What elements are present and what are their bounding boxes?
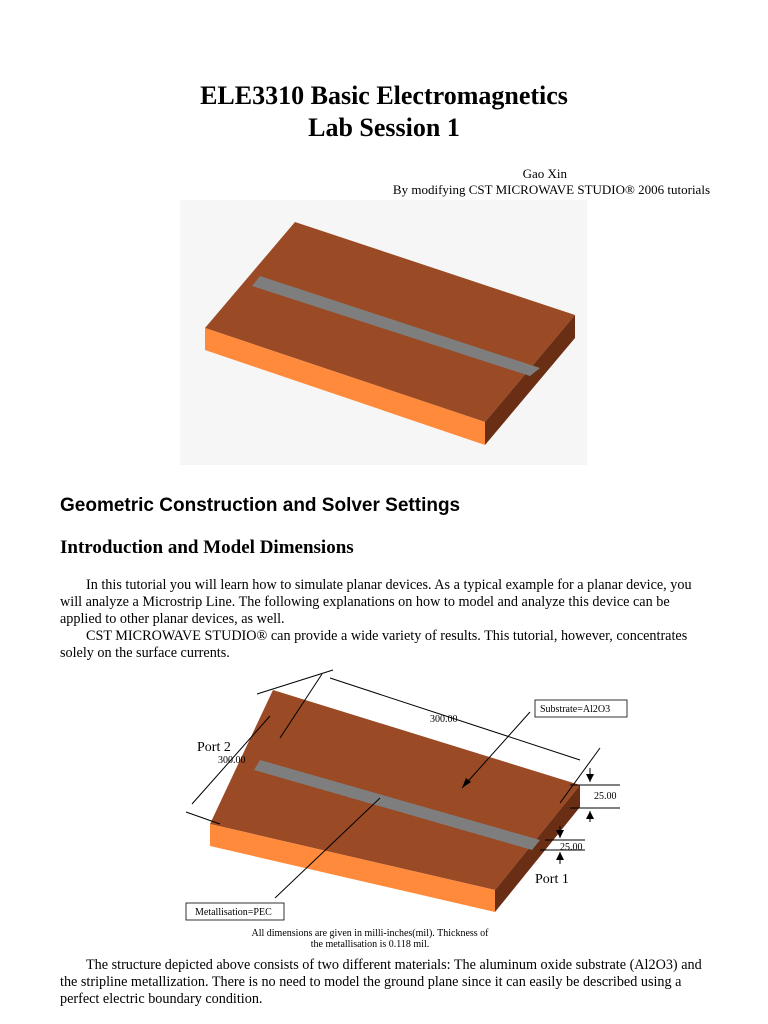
metallisation-label: Metallisation=PEC (195, 907, 272, 918)
intro-paragraph-1: In this tutorial you will learn how to simulate planar devices. As a typical example for a planar device, you will analyze a Microstrip Line. The following explanations on how to model and analyze this device can be applied to other planar devices, as well. (60, 577, 692, 627)
author-block (290, 166, 710, 198)
figure-caption (150, 928, 590, 950)
dimension-width: 300.00 (218, 755, 246, 766)
subsection-heading: Introduction and Model Dimensions (60, 537, 354, 558)
closing-text (60, 957, 710, 1008)
title-line-2: Lab Session 1 (308, 113, 460, 142)
intro-text (60, 577, 710, 662)
caption-line-2: the metallisation is 0.118 mil. (310, 939, 430, 950)
intro-paragraph-2: CST MICROWAVE STUDIO® can provide a wide variety of results. This tutorial, however, concentrates solely on the surface currents. (60, 628, 688, 661)
dimension-length: 300.00 (430, 714, 458, 725)
port-2-label: Port 2 (197, 740, 231, 755)
substrate-label: Substrate=Al2O3 (540, 704, 611, 715)
dimensioned-model-figure (150, 668, 640, 953)
dimension-strip: 25.00 (560, 842, 583, 853)
title-line-1: ELE3310 Basic Electromagnetics (200, 81, 568, 110)
caption-line-1: All dimensions are given in milli-inches(mil). Thickness of (251, 928, 489, 939)
author-name: Gao Xin (522, 166, 567, 181)
block-shape (210, 690, 580, 912)
author-credit: By modifying CST MICROWAVE STUDIO® 2006 tutorials (392, 182, 710, 197)
document-title (0, 80, 768, 144)
dimension-thickness: 25.00 (594, 791, 617, 802)
section-heading: Geometric Construction and Solver Settings (60, 495, 461, 516)
closing-paragraph: The structure depicted above consists of two different materials: The aluminum oxide substrate (Al2O3) and the stripline metallization. There is no need to model the ground plane since it can easily be described using a perfect electric boundary condition. (60, 957, 702, 1007)
port-1-label: Port 1 (535, 872, 569, 887)
microstrip-model-figure (180, 200, 587, 465)
